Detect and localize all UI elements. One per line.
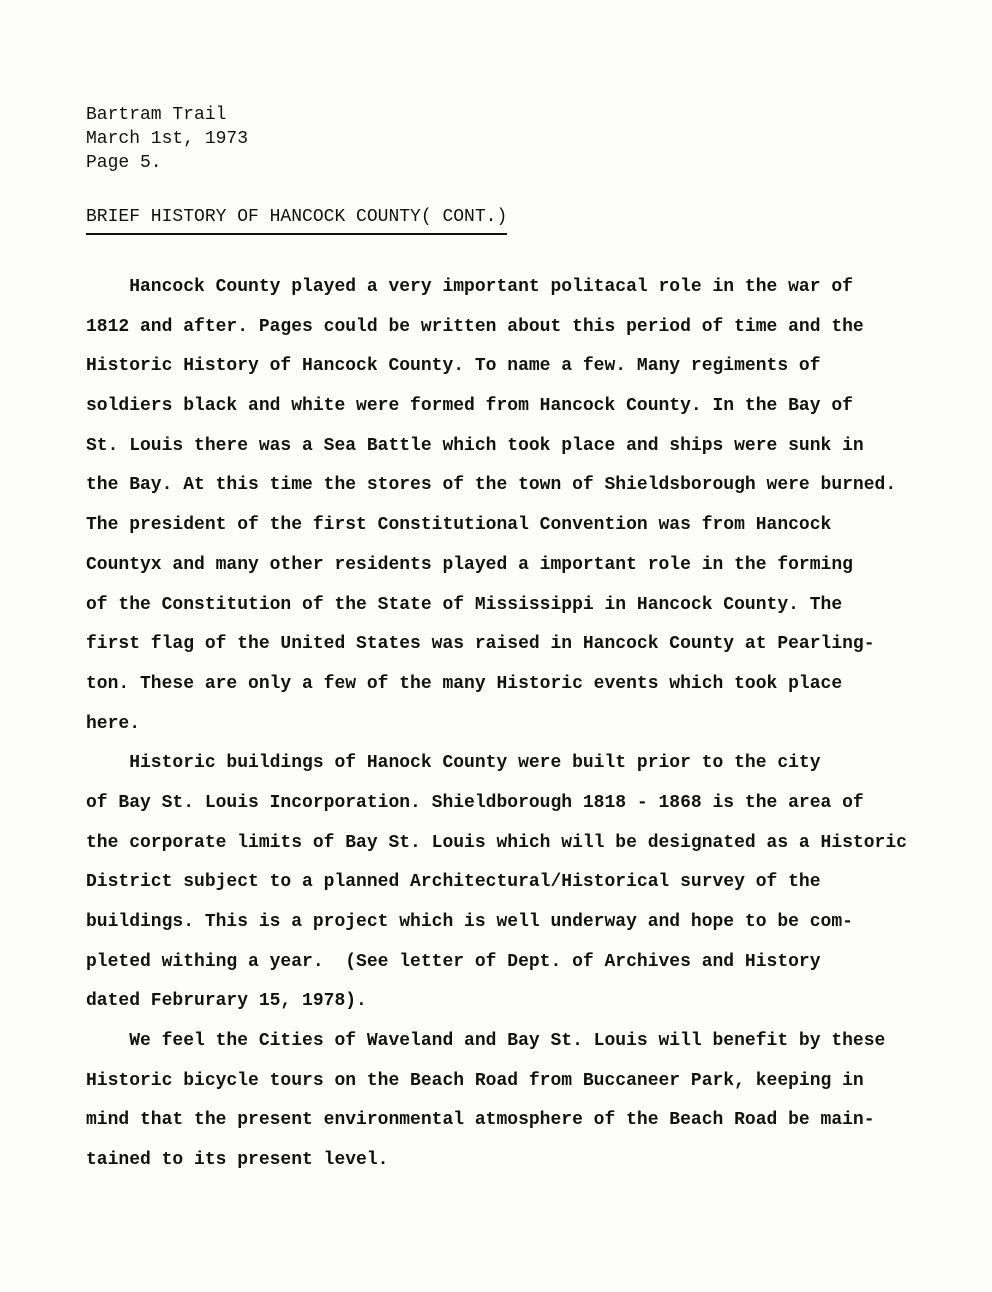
body-line: soldiers black and white were formed from Hancock County. In the Bay of — [86, 396, 853, 417]
body-line: The president of the first Constitutional Convention was from Hancock — [86, 515, 832, 536]
section-title: BRIEF HISTORY OF HANCOCK COUNTY( CONT.) — [86, 205, 507, 235]
body-line: first flag of the United States was raised in Hancock County at Pearling- — [86, 634, 875, 655]
document-body — [86, 268, 907, 1181]
body-line: of Bay St. Louis Incorporation. Shieldborough 1818 - 1868 is the area of — [86, 792, 864, 813]
body-line: of the Constitution of the State of Mississippi in Hancock County. The — [86, 594, 843, 615]
body-line: Countyx and many other residents played a important role in the forming — [86, 554, 853, 575]
body-line: tained to its present level. — [86, 1150, 389, 1171]
body-line: Historic buildings of Hanock County were built prior to the city — [86, 753, 821, 774]
body-line: We feel the Cities of Waveland and Bay St. Louis will benefit by these — [86, 1031, 886, 1052]
body-line: St. Louis there was a Sea Battle which took place and ships were sunk in — [86, 435, 864, 456]
header-line: March 1st, 1973 — [86, 129, 249, 149]
body-line: the corporate limits of Bay St. Louis which will be designated as a Historic — [86, 832, 907, 853]
body-line: mind that the present environmental atmosphere of the Beach Road be main- — [86, 1110, 875, 1131]
body-line: Hancock County played a very important politacal role in the war of — [86, 277, 853, 297]
document-header — [86, 103, 248, 175]
body-line: ton. These are only a few of the many Historic events which took place — [86, 673, 843, 694]
header-line: Page 5. — [86, 153, 162, 173]
body-line: dated Februrary 15, 1978). — [86, 991, 367, 1012]
body-line: 1812 and after. Pages could be written about this period of time and the — [86, 316, 864, 337]
body-line: District subject to a planned Architectural/Historical survey of the — [86, 872, 821, 893]
body-line: pleted withing a year. (See letter of Dept. of Archives and History — [86, 951, 821, 972]
body-line: buildings. This is a project which is well underway and hope to be com- — [86, 912, 853, 932]
body-line: Historic bicycle tours on the Beach Road from Buccaneer Park, keeping in — [86, 1070, 864, 1091]
body-line: here. — [86, 713, 141, 734]
body-line: the Bay. At this time the stores of the town of Shieldsborough were burned. — [86, 475, 897, 496]
body-line: Historic History of Hancock County. To name a few. Many regiments of — [86, 356, 821, 377]
header-line: Bartram Trail — [86, 105, 227, 125]
